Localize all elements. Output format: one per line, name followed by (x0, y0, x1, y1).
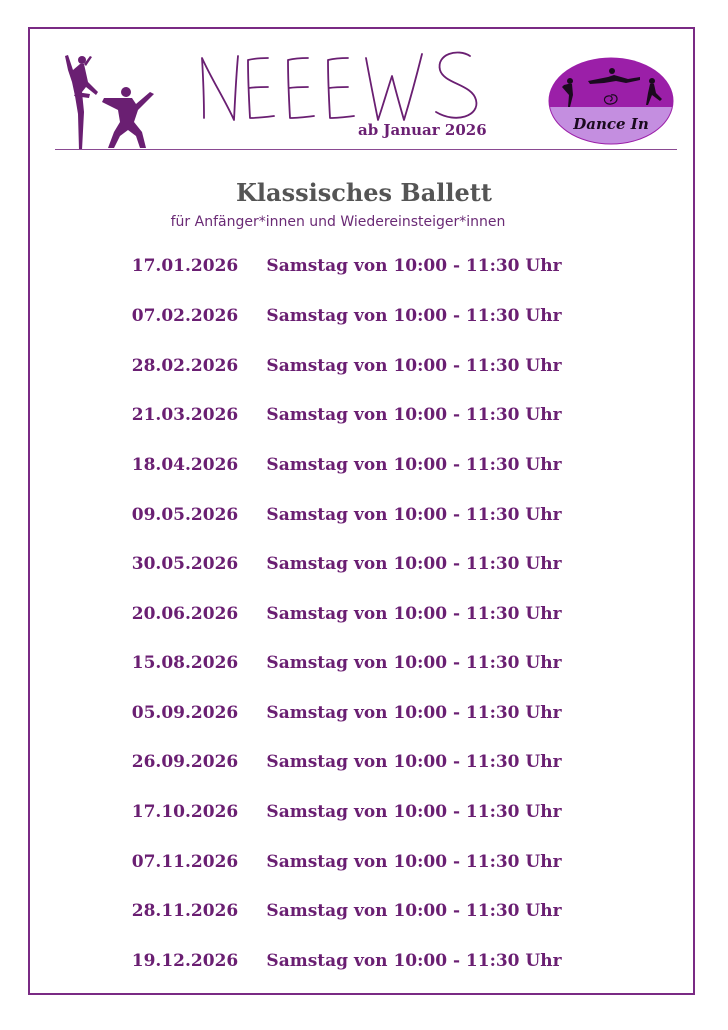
dancers-silhouette-icon (62, 52, 158, 152)
schedule-row (0, 604, 728, 634)
schedule-row (0, 802, 728, 832)
schedule-row (0, 653, 728, 683)
schedule-row (0, 505, 728, 535)
schedule-time: Samstag von 10:00 - 11:30 Uhr (266, 653, 562, 673)
schedule-time: Samstag von 10:00 - 11:30 Uhr (266, 604, 562, 624)
schedule-date: 07.02.2026 (131, 306, 239, 326)
schedule-date: 17.10.2026 (131, 802, 239, 822)
schedule-time: Samstag von 10:00 - 11:30 Uhr (266, 852, 562, 872)
schedule-time: Samstag von 10:00 - 11:30 Uhr (266, 901, 562, 921)
schedule-time: Samstag von 10:00 - 11:30 Uhr (266, 256, 562, 276)
schedule-date: 28.02.2026 (131, 356, 239, 376)
schedule-time: Samstag von 10:00 - 11:30 Uhr (266, 554, 562, 574)
news-title (190, 40, 500, 130)
schedule-row (0, 356, 728, 386)
header-divider (55, 149, 677, 150)
schedule-time: Samstag von 10:00 - 11:30 Uhr (266, 505, 562, 525)
schedule-date: 30.05.2026 (131, 554, 239, 574)
schedule-row (0, 852, 728, 882)
schedule-time: Samstag von 10:00 - 11:30 Uhr (266, 455, 562, 475)
course-audience: für Anfänger*innen und Wiedereinsteiger*innen (170, 214, 506, 230)
logo-text: Dance In (573, 115, 649, 133)
schedule-row (0, 306, 728, 336)
schedule-time: Samstag von 10:00 - 11:30 Uhr (266, 703, 562, 723)
schedule-row (0, 256, 728, 286)
schedule-row (0, 951, 728, 981)
schedule-date: 19.12.2026 (131, 951, 239, 971)
schedule-time: Samstag von 10:00 - 11:30 Uhr (266, 405, 562, 425)
schedule-time: Samstag von 10:00 - 11:30 Uhr (266, 306, 562, 326)
schedule-row (0, 752, 728, 782)
schedule-date: 07.11.2026 (131, 852, 239, 872)
schedule-date: 18.04.2026 (131, 455, 239, 475)
schedule-date: 26.09.2026 (131, 752, 239, 772)
course-title: Klassisches Ballett (236, 178, 492, 207)
schedule-date: 20.06.2026 (131, 604, 239, 624)
schedule-row (0, 703, 728, 733)
schedule-date: 15.08.2026 (131, 653, 239, 673)
schedule-row (0, 455, 728, 485)
schedule-time: Samstag von 10:00 - 11:30 Uhr (266, 356, 562, 376)
schedule-date: 09.05.2026 (131, 505, 239, 525)
schedule-time: Samstag von 10:00 - 11:30 Uhr (266, 951, 562, 971)
schedule-time: Samstag von 10:00 - 11:30 Uhr (266, 752, 562, 772)
schedule-row (0, 554, 728, 584)
schedule-date: 28.11.2026 (131, 901, 239, 921)
schedule-row (0, 405, 728, 435)
schedule-date: 17.01.2026 (131, 256, 239, 276)
schedule-time: Samstag von 10:00 - 11:30 Uhr (266, 802, 562, 822)
news-subtitle: ab Januar 2026 (358, 121, 487, 139)
dance-in-logo (548, 57, 674, 145)
schedule-date: 05.09.2026 (131, 703, 239, 723)
schedule-row (0, 901, 728, 931)
schedule-date: 21.03.2026 (131, 405, 239, 425)
svg-text:NEEEWS: NEEEWS (190, 40, 195, 41)
